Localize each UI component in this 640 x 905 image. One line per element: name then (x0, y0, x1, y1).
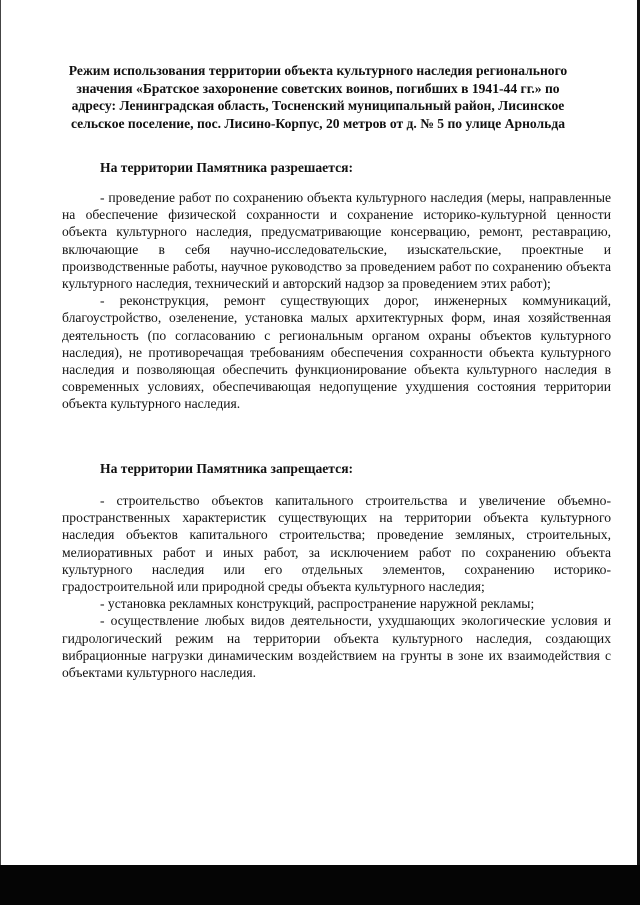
prohibited-item: - установка рекламных конструкций, распространение наружной рекламы; (100, 596, 535, 612)
document-title: Режим использования территории объекта культурного наследия регионального значения «Братское захоронение советских воинов, погибших в 1941-44 гг.» по адресу: Ленинградская область, Тосненский муниципальный район, Лисинское сельское поселение, пос. Лисино-Корпус, 20 метров от д. № 5 по улице Арнольда (68, 63, 568, 131)
allowed-item: - проведение работ по сохранению объекта культурного наследия (меры, направленные на обеспечение физической сохранности и сохранение историко-культурной ценности объекта культурного наследия, предусматривающие консервацию, ремонт, реставрацию, включающие в себя научно-исследовательские, изыскательские, проектные и производственные работы, научное руководство за проведением работ по сохранению объекта культурного наследия, технический и авторский надзор за проведением этих работ); (62, 190, 611, 292)
scan-left-edge (0, 0, 1, 905)
allowed-item: - реконструкция, ремонт существующих дорог, инженерных коммуникаций, благоустройство, озеленение, установка малых архитектурных форм, иная хозяйственная деятельность (по согласованию с региональным органом охраны объектов культурного наследия), не противоречащая требованиям обеспечения сохранности объекта культурного наследия и позволяющая обеспечить функционирование объекта культурного наследия в современных условиях, обеспечивающая недопущение ухудшения состояния территории объекта культурного наследия. (62, 293, 611, 412)
allowed-heading: На территории Памятника разрешается: (100, 160, 353, 175)
prohibited-item: - осуществление любых видов деятельности, ухудшающих экологические условия и гидрологический режим на территории объекта культурного наследия, создающих вибрационные нагрузки динамическим воздействием на грунты в зоне их взаимодействия с объектами культурного наследия. (62, 613, 611, 681)
prohibited-item: - строительство объектов капитального строительства и увеличение объемно-пространственных характеристик существующих на территории объекта культурного наследия объектов капитального строительства; проведение земляных, строительных, мелиоративных работ и иных работ, за исключением работ по сохранению объекта культурного наследия или его отдельных элементов, сохранению историко-градостроительной или природной среды объекта культурного наследия; (62, 493, 611, 595)
allowed-list (62, 189, 611, 413)
prohibited-heading: На территории Памятника запрещается: (100, 461, 354, 476)
prohibited-list (62, 492, 611, 681)
scan-bottom-band (0, 865, 640, 905)
